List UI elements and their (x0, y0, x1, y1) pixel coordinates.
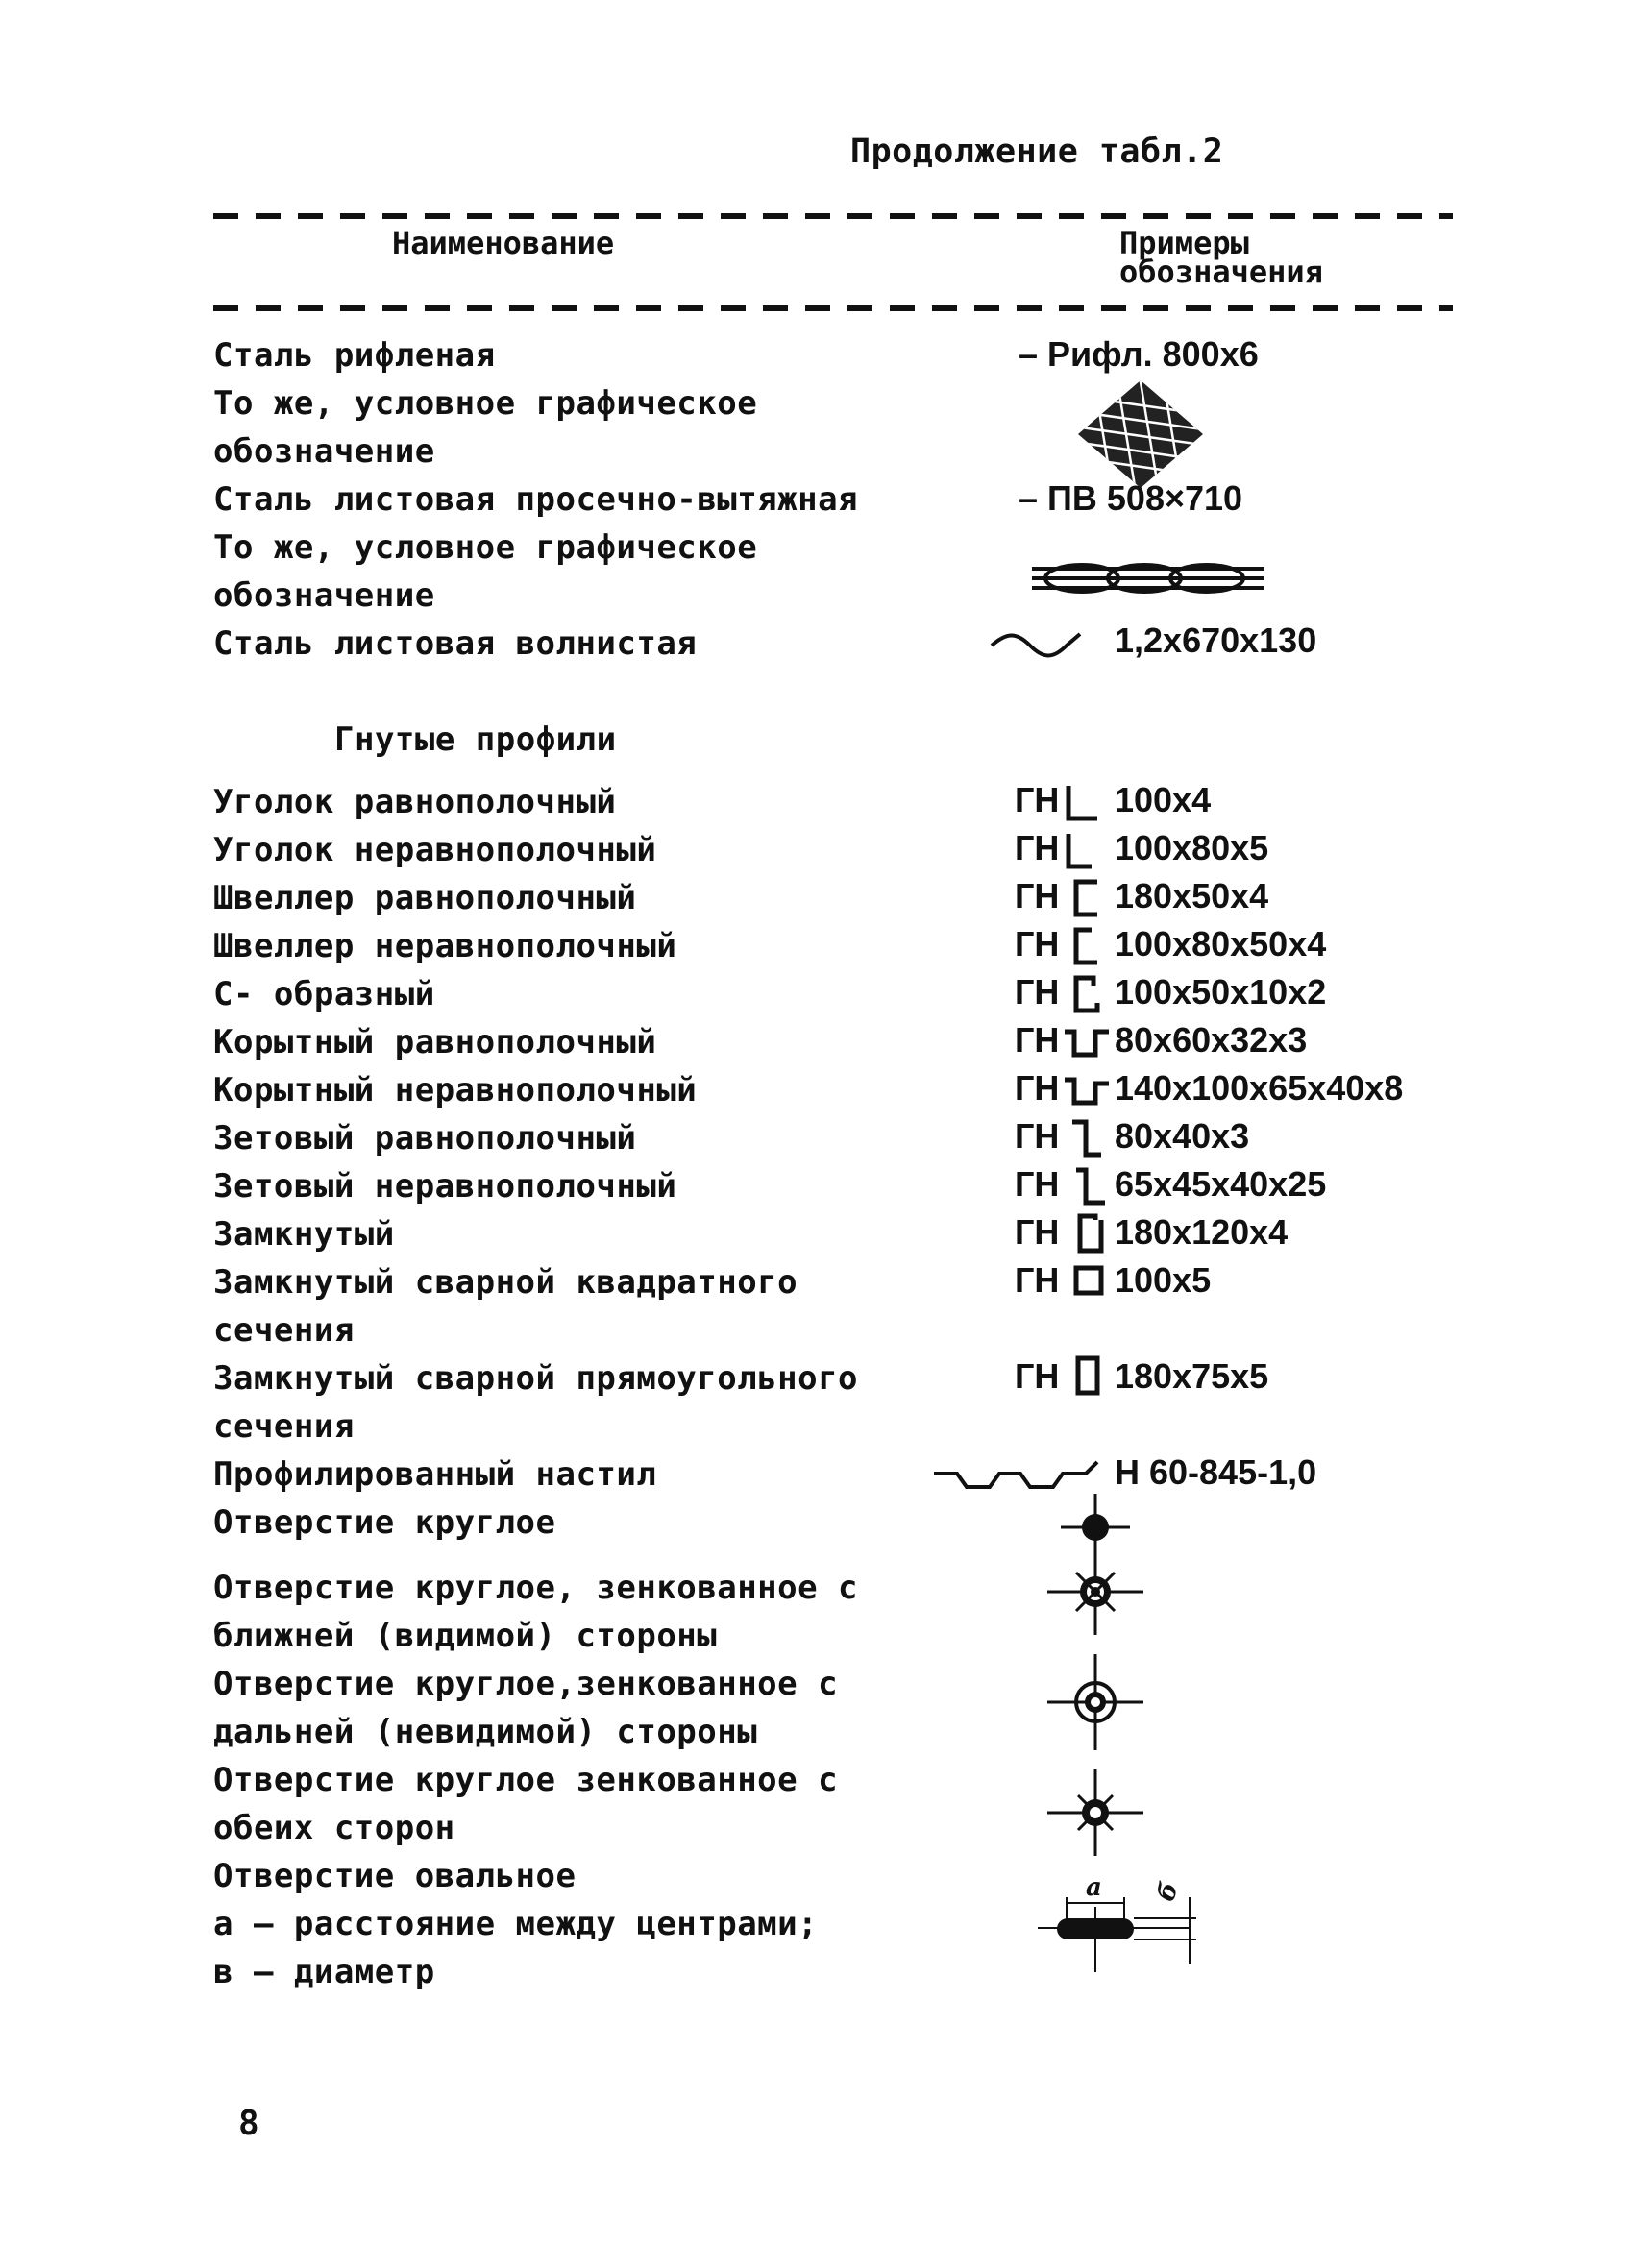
profile-code: 65х45х40х25 (1115, 1164, 1327, 1204)
oval-label-a: а (1086, 1873, 1102, 1902)
profile-code: 80х40х3 (1115, 1116, 1250, 1156)
hole-desc: в – диаметр (213, 1953, 435, 1991)
rectangular-tube-icon (1074, 1354, 1105, 1399)
page-number: 8 (238, 2104, 260, 2143)
profile-prefix: ГН (1015, 1212, 1060, 1252)
near-countersunk-hole-icon (1047, 1549, 1143, 1635)
unequal-z-profile-icon (1068, 1164, 1107, 1208)
square-tube-icon (1072, 1264, 1107, 1299)
profile-prefix: ГН (1015, 924, 1060, 963)
profile-code: 180х120х4 (1115, 1212, 1289, 1252)
hole-desc: обеих сторон (213, 1809, 455, 1847)
profile-name: Отверстие круглое (213, 1503, 556, 1542)
profile-code: 180х50х4 (1115, 876, 1269, 915)
profile-name: Зетовый равнополочный (213, 1119, 637, 1158)
far-countersunk-hole-icon (1047, 1654, 1143, 1750)
hole-desc: Отверстие круглое,зенкованное с (213, 1665, 839, 1703)
column-name-header: Наименование (392, 225, 615, 261)
column-examples-header-1: Примеры (1119, 225, 1249, 261)
profile-name: сечения (213, 1407, 355, 1446)
expanded-mesh-icon (1024, 549, 1274, 607)
oval-label-b: б (1151, 1878, 1186, 1906)
row-name: Сталь листовая просечно-вытяжная (213, 480, 859, 519)
profile-name: Уголок неравнополочный (213, 831, 657, 869)
unequal-trough-icon (1063, 1072, 1113, 1110)
hole-desc: ближней (видимой) стороны (213, 1617, 718, 1655)
profile-code: 80х60х32х3 (1115, 1020, 1308, 1060)
profile-prefix: ГН (1015, 972, 1060, 1012)
section-title: Гнутые профили (334, 720, 617, 759)
profile-prefix: ГН (1015, 1164, 1060, 1204)
profile-name: С- образный (213, 975, 435, 1013)
profile-name: Замкнутый (213, 1215, 395, 1254)
hole-desc: Отверстие круглое, зенкованное с (213, 1569, 859, 1607)
oval-hole-icon (1028, 1859, 1211, 1974)
profile-prefix: ГН (1015, 1356, 1060, 1396)
continuation-caption: Продолжение табл.2 (850, 133, 1224, 171)
row-code: 1,2х670х130 (1115, 621, 1317, 660)
unequal-channel-icon (1068, 924, 1103, 968)
row-name: обозначение (213, 576, 435, 615)
profile-code: 100х5 (1115, 1260, 1212, 1300)
profile-prefix: ГН (1015, 1068, 1060, 1108)
row-name: То же, условное графическое (213, 528, 758, 567)
profile-code: 100х50х10х2 (1115, 972, 1327, 1012)
profiled-deck-icon (932, 1456, 1115, 1495)
profile-prefix: ГН (1015, 1260, 1060, 1300)
row-name: То же, условное графическое (213, 384, 758, 423)
profile-code: 100х80х5 (1115, 828, 1269, 867)
profile-name: сечения (213, 1311, 355, 1350)
row-code: – Рифл. 800х6 (1019, 334, 1259, 374)
diamond-hatch-icon (1074, 377, 1207, 492)
header-top-rule (213, 213, 1453, 219)
row-code: – ПВ 508×710 (1019, 478, 1243, 518)
equal-z-profile-icon (1068, 1116, 1107, 1160)
hole-desc: дальней (невидимой) стороны (213, 1713, 758, 1751)
row-name: обозначение (213, 432, 435, 471)
profile-code: 140х100х65х40х8 (1115, 1068, 1404, 1108)
profile-name: Швеллер неравнополочный (213, 927, 677, 965)
profile-prefix: ГН (1015, 780, 1060, 819)
profile-prefix: ГН (1015, 1116, 1060, 1156)
hole-desc: Отверстие овальное (213, 1857, 577, 1895)
wave-sheet-icon (988, 624, 1084, 663)
profile-prefix: ГН (1015, 876, 1060, 915)
profile-name: Замкнутый сварной квадратного (213, 1263, 798, 1302)
profile-prefix: ГН (1015, 828, 1060, 867)
profile-name: Корытный неравнополочный (213, 1071, 698, 1110)
profile-code: Н 60-845-1,0 (1115, 1452, 1317, 1492)
equal-channel-icon (1068, 876, 1103, 920)
profile-prefix: ГН (1015, 1020, 1060, 1060)
header-bottom-rule (213, 305, 1453, 311)
profile-code: 100х80х50х4 (1115, 924, 1327, 963)
profile-code: 100х4 (1115, 780, 1212, 819)
profile-name: Корытный равнополочный (213, 1023, 657, 1061)
hole-desc: а – расстояние между центрами; (213, 1905, 819, 1943)
both-sides-countersunk-hole-icon (1047, 1769, 1143, 1856)
hole-desc: Отверстие круглое зенкованное с (213, 1761, 839, 1799)
profile-code: 180х75х5 (1115, 1356, 1269, 1396)
equal-trough-icon (1063, 1024, 1113, 1062)
closed-profile-icon (1074, 1212, 1109, 1256)
unequal-angle-icon (1063, 830, 1101, 872)
column-examples-header-2: обозначения (1119, 254, 1323, 290)
row-name: Сталь рифленая (213, 336, 496, 375)
c-profile-icon (1068, 972, 1103, 1016)
profile-name: Замкнутый сварной прямоугольного (213, 1359, 859, 1398)
profile-name: Швеллер равнополочный (213, 879, 637, 917)
equal-angle-icon (1063, 782, 1101, 824)
profile-name: Зетовый неравнополочный (213, 1167, 677, 1206)
profile-name: Профилированный настил (213, 1455, 657, 1494)
profile-name: Уголок равнополочный (213, 783, 617, 821)
row-name: Сталь листовая волнистая (213, 624, 698, 663)
